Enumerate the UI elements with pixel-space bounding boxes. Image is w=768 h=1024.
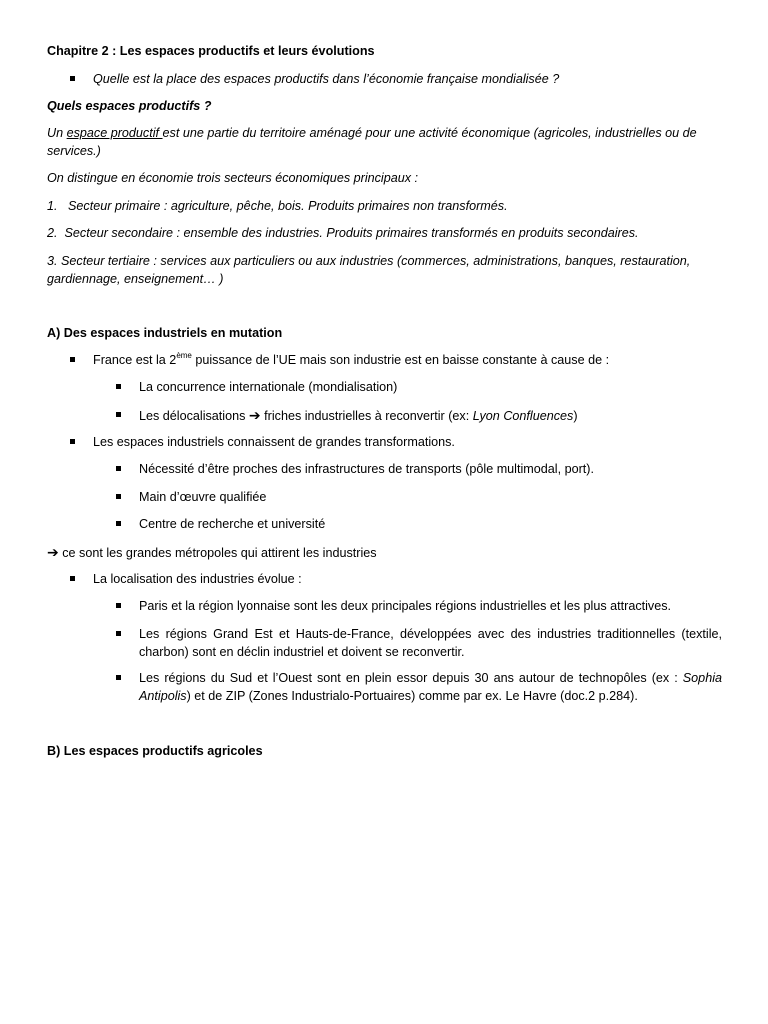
item-text-b: puissance de l’UE mais son industrie est en baisse constante à cause de : (191, 353, 610, 367)
item-text-b: friches industrielles à reconvertir (ex: (260, 409, 473, 423)
item-text-a: Les régions du Sud et l’Ouest sont en plein essor depuis 30 ans autour de technopôles (ex : (139, 671, 683, 685)
section-a-heading: A) Des espaces industriels en mutation (47, 326, 283, 340)
sector-primaire: 1. Secteur primaire : agriculture, pêche, bois. Produits primaires non transformés. (47, 199, 508, 213)
bullet-icon (116, 521, 121, 526)
sectors-intro: On distingue en économie trois secteurs économiques principaux : (47, 171, 419, 185)
item-infrastructures: Nécessité d’être proches des infrastructures de transports (pôle multimodal, port). (139, 462, 594, 476)
bullet-icon (116, 494, 121, 499)
definition-paragraph (47, 125, 722, 160)
bullet-icon (70, 357, 75, 362)
item-text-a: Les délocalisations (139, 409, 249, 423)
bullet-icon (70, 76, 75, 81)
bullet-icon (70, 576, 75, 581)
bullet-icon (116, 384, 121, 389)
item-grand-est: Les régions Grand Est et Hauts-de-France, développées avec des industries traditionnelles (textile, charbon) sont en déclin industriel et doivent se reconvertir. (139, 627, 722, 659)
definition-lead: Un (47, 126, 67, 140)
sector-tertiaire: 3. Secteur tertiaire : services aux particuliers ou aux industries (commerces, administrations, banques, restauration, gardiennage, enseignement… ) (47, 254, 691, 286)
bullet-icon (116, 603, 121, 608)
definition-term: espace productif (66, 126, 163, 140)
section-b-heading: B) Les espaces productifs agricoles (47, 744, 263, 758)
bullet-icon (116, 631, 121, 636)
item-sud-ouest (139, 670, 722, 705)
arrow-right-icon: ➔ (47, 544, 59, 560)
bullet-icon (116, 675, 121, 680)
guiding-question: Quelle est la place des espaces productifs dans l’économie française mondialisée ? (93, 72, 560, 86)
item-main-oeuvre: Main d’œuvre qualifiée (139, 490, 267, 504)
item-text-c: ) (573, 409, 578, 423)
item-recherche: Centre de recherche et université (139, 517, 326, 531)
example-sophia-antipolis: Sophia Antipolis (139, 671, 722, 703)
item-concurrence: La concurrence internationale (mondialisation) (139, 380, 398, 394)
item-delocalisations (139, 407, 722, 426)
sector-secondaire: 2. Secteur secondaire : ensemble des industries. Produits primaires transformés en produits secondaires. (47, 226, 639, 240)
item-text-b: ) et de ZIP (Zones Industrialo-Portuaires) comme par ex. Le Havre (doc.2 p.284). (186, 688, 638, 703)
chapter-title: Chapitre 2 : Les espaces productifs et leurs évolutions (47, 44, 375, 58)
example-lyon-confluences: Lyon Confluences (472, 409, 574, 423)
bullet-icon (116, 466, 121, 471)
item-france-puissance (93, 352, 722, 370)
arrow-right-icon: ➔ (248, 407, 261, 423)
item-transformations: Les espaces industriels connaissent de grandes transformations. (93, 435, 455, 449)
conclusion-metropoles (47, 544, 722, 563)
item-paris-lyon: Paris et la région lyonnaise sont les deux principales régions industrielles et les plus attractives. (139, 599, 672, 613)
heading-quels-espaces: Quels espaces productifs ? (47, 99, 212, 113)
definition-text: est une partie du territoire aménagé pour une activité économique (agricoles, industrielles ou de services.) (47, 126, 697, 158)
superscript-eme: ème (176, 351, 192, 360)
item-text-a: France est la 2 (93, 353, 177, 367)
item-localisation: La localisation des industries évolue : (93, 572, 302, 586)
bullet-icon (70, 439, 75, 444)
conclusion-text: ce sont les grandes métropoles qui attirent les industries (58, 546, 377, 560)
bullet-icon (116, 412, 121, 417)
